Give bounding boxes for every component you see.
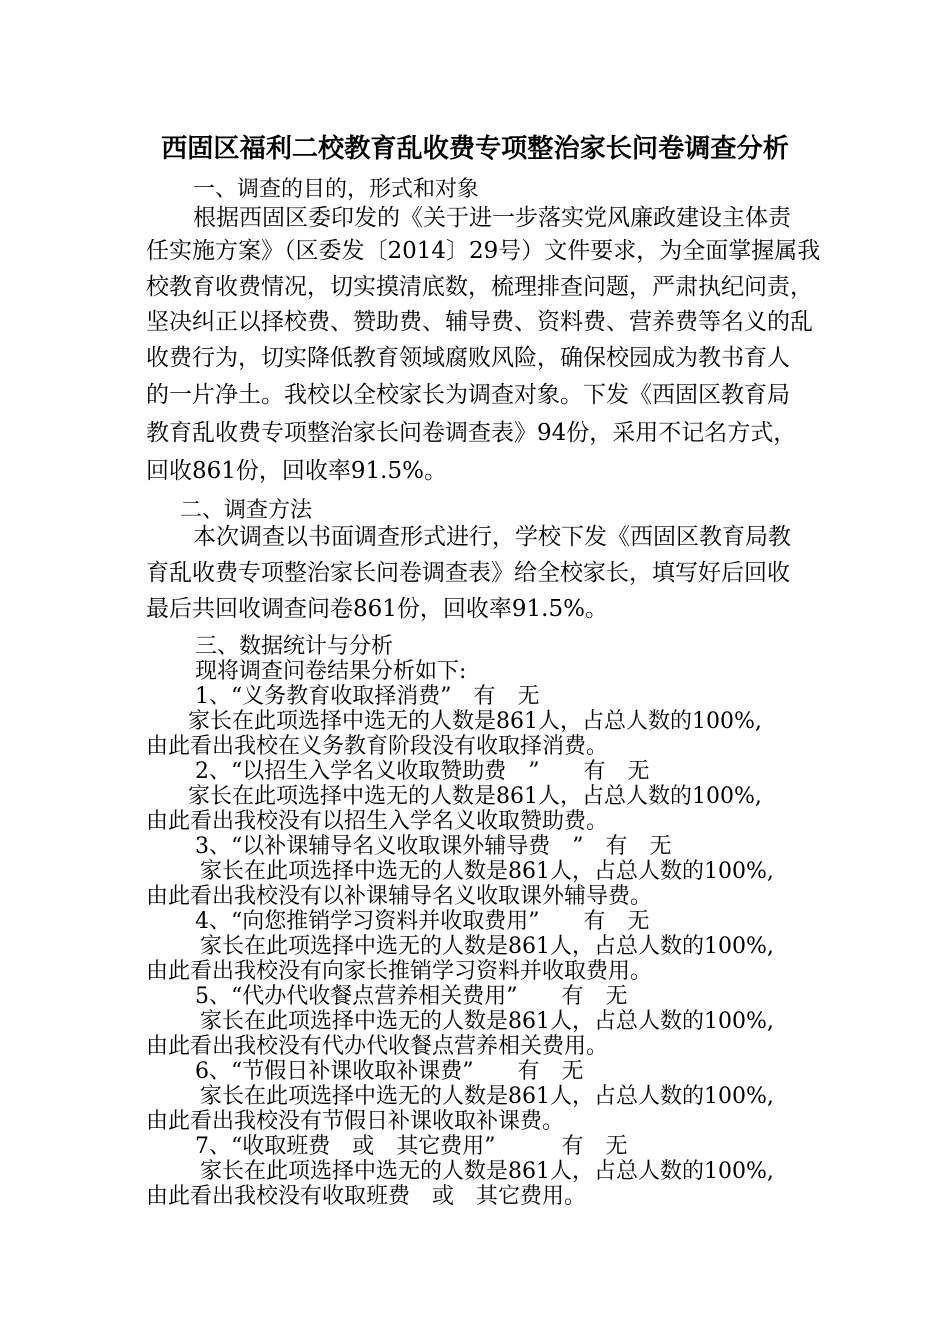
section2-heading: 二、调查方法 <box>180 498 313 523</box>
survey-result: 家长在此项选择中选无的人数是861人，占总人数的100%, <box>200 859 774 884</box>
survey-result: 家长在此项选择中选无的人数是861人，占总人数的100%, <box>200 1159 774 1184</box>
survey-result: 家长在此项选择中选无的人数是861人，占总人数的100%, <box>200 1009 774 1034</box>
section3-intro: 现将调查问卷结果分析如下: <box>195 659 467 684</box>
survey-conclusion: 由此看出我校没有向家长推销学习资料并收取费用。 <box>146 959 653 984</box>
section1-heading: 一、调查的目的，形式和对象 <box>193 177 480 202</box>
survey-question: 7、“收取班费 或 其它费用” 有 无 <box>195 1134 628 1159</box>
survey-result: 家长在此项选择中选无的人数是861人，占总人数的100%, <box>188 709 762 734</box>
survey-result: 家长在此项选择中选无的人数是861人，占总人数的100%, <box>200 1084 774 1109</box>
survey-conclusion: 由此看出我校没有以招生入学名义收取赞助费。 <box>146 809 609 834</box>
section2-line: 本次调查以书面调查形式进行，学校下发《西固区教育局教 <box>193 524 791 550</box>
survey-question: 1、“义务教育收取择消费” 有 无 <box>195 684 540 709</box>
survey-question: 6、“节假日补课收取补课费” 有 无 <box>195 1059 584 1084</box>
survey-conclusion: 由此看出我校没有代办代收餐点营养相关费用。 <box>146 1034 609 1059</box>
survey-conclusion: 由此看出我校没有收取班费 或 其它费用。 <box>146 1184 587 1209</box>
survey-result: 家长在此项选择中选无的人数是861人，占总人数的100%, <box>188 784 762 809</box>
section1-line: 的一片净土。我校以全校家长为调查对象。下发《西固区教育局 <box>146 382 790 408</box>
survey-question: 4、“向您推销学习资料并收取费用” 有 无 <box>195 909 650 934</box>
survey-result: 家长在此项选择中选无的人数是861人，占总人数的100%, <box>200 934 774 959</box>
section1-line: 任实施方案》（区委发〔2014〕29号）文件要求，为全面掌握属我 <box>146 238 821 264</box>
document-title: 西固区福利二校教育乱收费专项整治家长问卷调查分析 <box>161 134 789 164</box>
section1-line: 坚决纠正以择校费、赞助费、辅导费、资料费、营养费等名义的乱 <box>146 309 813 335</box>
section1-line: 收费行为，切实降低教育领域腐败风险，确保校园成为教书育人 <box>146 345 790 371</box>
survey-conclusion: 由此看出我校在义务教育阶段没有收取择消费。 <box>146 734 609 759</box>
section2-line: 最后共回收调查问卷861份，回收率91.5%。 <box>146 596 608 622</box>
section1-line: 校教育收费情况，切实摸清底数，梳理排查问题，严肃执纪问责， <box>146 274 813 300</box>
section1-line: 回收861份，回收率91.5%。 <box>146 458 447 484</box>
survey-conclusion: 由此看出我校没有节假日补课收取补课费。 <box>146 1109 565 1134</box>
section3-heading: 三、数据统计与分析 <box>195 634 394 659</box>
survey-question: 5、“代办代收餐点营养相关费用” 有 无 <box>195 984 628 1009</box>
section1-line: 根据西固区委印发的《关于进一步落实党风廉政建设主体责 <box>193 205 791 231</box>
survey-conclusion: 由此看出我校没有以补课辅导名义收取课外辅导费。 <box>146 884 653 909</box>
survey-question: 3、“以补课辅导名义收取课外辅导费 ” 有 无 <box>195 834 672 859</box>
section1-line: 教育乱收费专项整治家长问卷调查表》94份，采用不记名方式， <box>146 420 797 446</box>
section2-line: 育乱收费专项整治家长问卷调查表》给全校家长，填写好后回收 <box>146 560 790 586</box>
survey-question: 2、“以招生入学名义收取赞助费 ” 有 无 <box>195 759 650 784</box>
